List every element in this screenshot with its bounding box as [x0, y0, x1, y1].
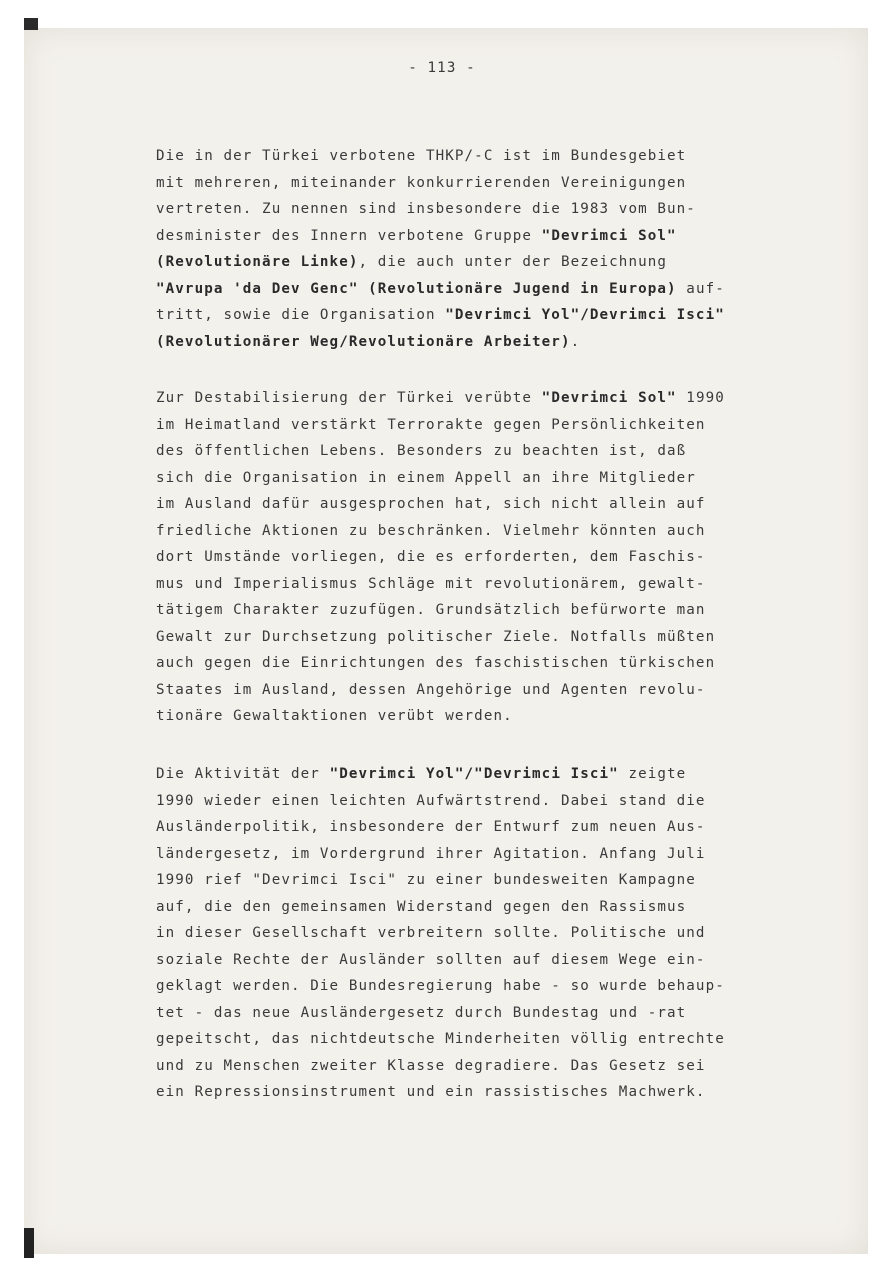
text-line	[156, 677, 796, 704]
text-segment: Die in der Türkei verbotene THKP/-C ist im Bundesgebiet	[156, 148, 687, 164]
text-line	[156, 329, 796, 356]
text-line	[156, 947, 796, 974]
text-segment: im Ausland dafür ausgesprochen hat, sich nicht allein auf	[156, 496, 706, 512]
text-line	[156, 170, 796, 197]
text-segment: sich die Organisation in einem Appell an ihre Mitglieder	[156, 469, 696, 486]
text-segment: tet - das neue Ausländergesetz durch Bundestag und -rat	[156, 1004, 687, 1021]
text-segment: auf-	[676, 280, 725, 297]
text-segment: auch gegen die Einrichtungen des faschistischen türkischen	[156, 655, 716, 671]
text-line	[156, 1000, 796, 1027]
text-segment: 1990	[676, 390, 725, 406]
text-line	[156, 597, 796, 624]
text-line	[156, 814, 796, 841]
text-segment: Gewalt zur Durchsetzung politischer Ziele. Notfalls müßten	[156, 628, 716, 645]
text-line	[156, 1079, 796, 1106]
text-line	[156, 196, 796, 223]
text-line	[156, 703, 796, 730]
text-segment: ein Repressionsinstrument und ein rassistisches Machwerk.	[156, 1084, 706, 1100]
text-line	[156, 761, 796, 788]
page-number: - 113 -	[408, 60, 476, 76]
text-segment: ländergesetz, im Vordergrund ihrer Agitation. Anfang Juli	[156, 845, 706, 862]
scan-edge-mark	[24, 1228, 34, 1258]
text-segment: des öffentlichen Lebens. Besonders zu beachten ist, daß	[156, 443, 687, 459]
text-segment: desminister des Innern verbotene Gruppe	[156, 227, 542, 244]
text-segment: Die Aktivität der	[156, 766, 330, 782]
text-line	[156, 438, 796, 465]
text-line	[156, 249, 796, 276]
text-line	[156, 650, 796, 677]
text-segment: in dieser Gesellschaft verbreitern sollte. Politische und	[156, 925, 706, 941]
text-segment: mus und Imperialismus Schläge mit revolutionärem, gewalt-	[156, 575, 706, 592]
text-line	[156, 841, 796, 868]
text-segment: mit mehreren, miteinander konkurrierenden Vereinigungen	[156, 174, 687, 191]
text-line	[156, 518, 796, 545]
text-segment: 1990 wieder einen leichten Aufwärtstrend. Dabei stand die	[156, 792, 706, 809]
bold-text-segment: (Revolutionäre Linke)	[156, 254, 359, 270]
text-line	[156, 412, 796, 439]
text-segment: 1990 rief "Devrimci Isci" zu einer bundesweiten Kampagne	[156, 872, 696, 888]
paragraph-3	[156, 761, 796, 1106]
text-segment: tätigem Charakter zuzufügen. Grundsätzlich befürworte man	[156, 602, 706, 618]
bold-text-segment: "Avrupa 'da Dev Genc" (Revolutionäre Jugend in Europa)	[156, 280, 677, 297]
text-line	[156, 223, 796, 250]
bold-text-segment: (Revolutionärer Weg/Revolutionäre Arbeiter)	[156, 333, 571, 350]
text-segment: Ausländerpolitik, insbesondere der Entwurf zum neuen Aus-	[156, 819, 706, 835]
text-line	[156, 920, 796, 947]
text-line	[156, 276, 796, 303]
text-segment: friedliche Aktionen zu beschränken. Vielmehr könnten auch	[156, 522, 706, 539]
text-segment: tionäre Gewaltaktionen verübt werden.	[156, 708, 513, 724]
text-segment: tritt, sowie die Organisation	[156, 307, 446, 323]
text-line	[156, 385, 796, 412]
text-line	[156, 788, 796, 815]
text-line	[156, 143, 796, 170]
bold-text-segment: "Devrimci Yol"/Devrimci Isci"	[445, 307, 725, 323]
text-line	[156, 1053, 796, 1080]
text-line	[156, 973, 796, 1000]
text-segment: .	[570, 333, 581, 350]
text-line	[156, 491, 796, 518]
text-line	[156, 867, 796, 894]
text-segment: geklagt werden. Die Bundesregierung habe - so wurde behaup-	[156, 978, 725, 994]
text-segment: gepeitscht, das nichtdeutsche Minderheiten völlig entrechte	[156, 1031, 725, 1047]
text-segment: soziale Rechte der Ausländer sollten auf diesem Wege ein-	[156, 951, 706, 968]
paragraph-2	[156, 385, 796, 730]
text-segment: Zur Destabilisierung der Türkei verübte	[156, 390, 542, 406]
text-line	[156, 1026, 796, 1053]
scan-corner-mark	[24, 18, 38, 30]
text-segment: zeigte	[618, 766, 687, 782]
bold-text-segment: "Devrimci Sol"	[541, 227, 677, 244]
text-segment: und zu Menschen zweiter Klasse degradiere. Das Gesetz sei	[156, 1057, 706, 1074]
text-line	[156, 544, 796, 571]
paragraph-1	[156, 143, 796, 355]
bold-text-segment: "Devrimci Yol"/"Devrimci Isci"	[329, 766, 619, 782]
text-segment: vertreten. Zu nennen sind insbesondere die 1983 vom Bun-	[156, 201, 696, 217]
bold-text-segment: "Devrimci Sol"	[541, 390, 677, 406]
text-segment: auf, die den gemeinsamen Widerstand gegen den Rassismus	[156, 898, 687, 915]
text-line	[156, 894, 796, 921]
text-line	[156, 624, 796, 651]
text-segment: im Heimatland verstärkt Terrorakte gegen Persönlichkeiten	[156, 416, 706, 433]
text-line	[156, 302, 796, 329]
text-segment: dort Umstände vorliegen, die es erforderten, dem Faschis-	[156, 549, 706, 565]
text-segment: , die auch unter der Bezeichnung	[358, 254, 668, 270]
text-segment: Staates im Ausland, dessen Angehörige und Agenten revolu-	[156, 681, 706, 698]
text-line	[156, 571, 796, 598]
text-line	[156, 465, 796, 492]
